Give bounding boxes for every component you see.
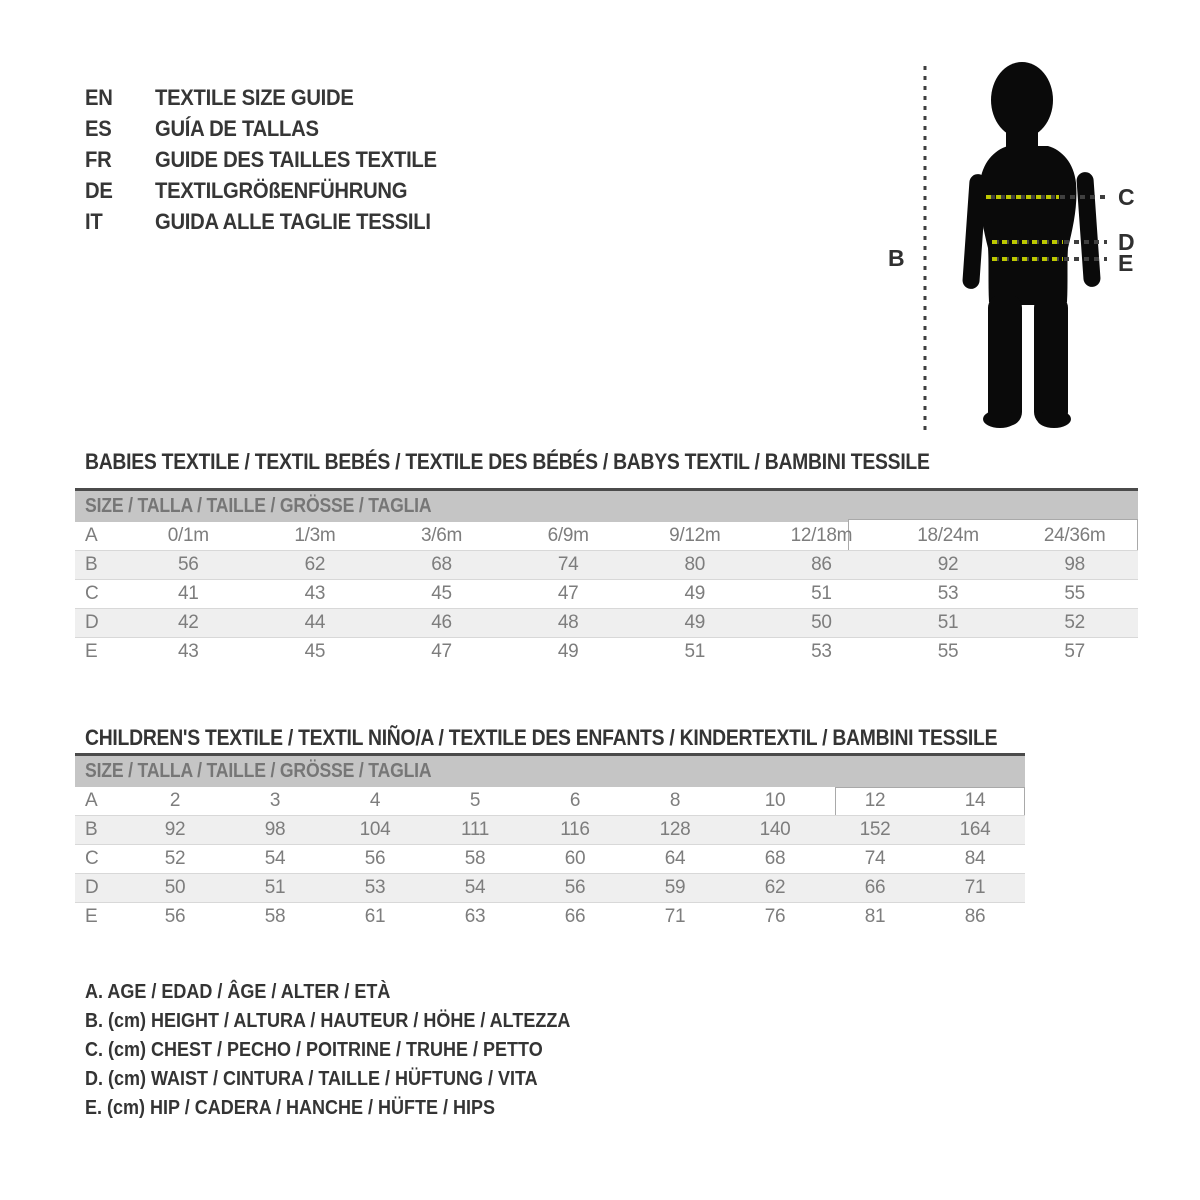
size-table-row xyxy=(75,902,1025,931)
size-table-cell: 43 xyxy=(304,583,326,604)
size-table-cell: 49 xyxy=(684,612,706,633)
size-table-cell: 74 xyxy=(557,554,579,575)
size-table-cell: 98 xyxy=(264,819,286,840)
language-code: ES xyxy=(85,115,112,141)
size-table-cell: 3 xyxy=(269,790,281,811)
size-table-row xyxy=(75,844,1025,873)
label-height-B: B xyxy=(888,245,905,271)
size-table-cell: 98 xyxy=(1064,554,1085,575)
size-table-cell: 12/18m xyxy=(790,525,853,546)
size-table-cell: 54 xyxy=(464,877,486,898)
children-size-table xyxy=(75,753,1025,931)
size-table-row xyxy=(75,522,1138,550)
language-title: GUIDA ALLE TAGLIE TESSILI xyxy=(155,208,431,234)
size-table-cell: 53 xyxy=(811,641,832,662)
size-table-cell: 9/12m xyxy=(669,525,721,546)
size-table-cell: 104 xyxy=(359,819,391,840)
size-table-cell: 76 xyxy=(764,906,786,927)
size-table-cell: 80 xyxy=(684,554,706,575)
size-table-cell: 51 xyxy=(684,641,706,662)
size-table-cell: 52 xyxy=(164,848,186,869)
row-label: D xyxy=(85,877,99,898)
size-table-cell: 46 xyxy=(431,612,452,633)
size-table-cell: 51 xyxy=(937,612,959,633)
size-table-cell: 42 xyxy=(178,612,199,633)
measurement-legend xyxy=(85,978,624,1123)
child-silhouette xyxy=(870,42,1160,442)
legend-line: D. (cm) WAIST / CINTURA / TAILLE / HÜFTUNG / VITA xyxy=(85,1068,538,1090)
size-table-cell: 0/1m xyxy=(167,525,209,546)
size-table-cell: 48 xyxy=(557,612,579,633)
label-waist-D: D xyxy=(1118,229,1135,255)
size-table-cell: 66 xyxy=(564,906,586,927)
size-table-row xyxy=(75,787,1025,815)
size-table-cell: 44 xyxy=(304,612,326,633)
size-table-cell: 58 xyxy=(464,848,486,869)
language-row xyxy=(85,175,461,206)
size-table-cell: 58 xyxy=(264,906,286,927)
size-table-cell: 71 xyxy=(964,877,986,898)
language-title: TEXTILE SIZE GUIDE xyxy=(155,84,354,110)
size-table-cell: 128 xyxy=(659,819,691,840)
size-table-row xyxy=(75,873,1025,902)
row-label: C xyxy=(85,583,99,604)
child-body-shape xyxy=(962,62,1101,428)
size-table-cell: 55 xyxy=(1064,583,1085,604)
legend-line: C. (cm) CHEST / PECHO / POITRINE / TRUHE / PETTO xyxy=(85,1039,543,1061)
size-table-cell: 4 xyxy=(369,790,381,811)
size-table-cell: 63 xyxy=(464,906,486,927)
label-hip-E: E xyxy=(1118,250,1134,276)
size-table-cell: 111 xyxy=(461,819,489,840)
row-label: A xyxy=(85,525,98,546)
size-table-cell: 18/24m xyxy=(917,525,979,546)
row-label: A xyxy=(85,790,98,811)
language-code: EN xyxy=(85,84,113,110)
size-table-cell: 81 xyxy=(864,906,886,927)
size-table-cell: 12 xyxy=(864,790,886,811)
legend-line: E. (cm) HIP / CADERA / HANCHE / HÜFTE / HIPS xyxy=(85,1097,496,1119)
babies-table-rows xyxy=(75,522,1138,666)
size-table-cell: 57 xyxy=(1064,641,1085,662)
babies-section-heading: BABIES TEXTILE / TEXTIL BEBÉS / TEXTILE DES BÉBÉS / BABYS TEXTIL / BAMBINI TESSILE xyxy=(85,449,930,474)
size-table-cell: 51 xyxy=(811,583,832,604)
size-table-cell: 86 xyxy=(811,554,832,575)
language-title: GUIDE DES TAILLES TEXTILE xyxy=(155,146,437,172)
size-table-cell: 55 xyxy=(937,641,959,662)
size-table-cell: 116 xyxy=(560,819,590,840)
size-table-row xyxy=(75,608,1138,637)
row-label: E xyxy=(85,906,98,927)
size-table-cell: 164 xyxy=(959,819,991,840)
size-table-cell: 10 xyxy=(764,790,786,811)
size-table-cell: 61 xyxy=(364,906,386,927)
legend-line: B. (cm) HEIGHT / ALTURA / HAUTEUR / HÖHE / ALTEZZA xyxy=(85,1010,571,1032)
size-table-cell: 68 xyxy=(431,554,452,575)
size-table-cell: 71 xyxy=(664,906,686,927)
row-label: C xyxy=(85,848,99,869)
row-label: B xyxy=(85,554,98,575)
size-table-cell: 64 xyxy=(664,848,686,869)
row-label: D xyxy=(85,612,99,633)
size-table-cell: 53 xyxy=(937,583,959,604)
size-table-cell: 1/3m xyxy=(294,525,336,546)
children-section-heading: CHILDREN'S TEXTILE / TEXTIL NIÑO/A / TEXTILE DES ENFANTS / KINDERTEXTIL / BAMBINI TESSILE xyxy=(85,725,998,750)
size-table-cell: 56 xyxy=(564,877,586,898)
language-row xyxy=(85,144,461,175)
size-table-cell: 47 xyxy=(557,583,579,604)
size-table-cell: 62 xyxy=(304,554,326,575)
language-row xyxy=(85,206,461,237)
size-table-cell: 56 xyxy=(164,906,186,927)
legend-line: A. AGE / EDAD / ÂGE / ALTER / ETÀ xyxy=(85,981,391,1003)
size-table-cell: 140 xyxy=(759,819,791,840)
label-chest-C: C xyxy=(1118,184,1135,210)
size-table-cell: 8 xyxy=(669,790,681,811)
size-table-row xyxy=(75,579,1138,608)
child-figure xyxy=(870,42,1160,442)
size-table-row xyxy=(75,815,1025,844)
children-table-rows xyxy=(75,787,1025,931)
size-table-row xyxy=(75,637,1138,666)
row-label: B xyxy=(85,819,98,840)
size-table-cell: 2 xyxy=(169,790,181,811)
size-table-cell: 49 xyxy=(557,641,579,662)
size-table-cell: 86 xyxy=(964,906,986,927)
size-table-cell: 45 xyxy=(304,641,326,662)
size-table-cell: 74 xyxy=(864,848,886,869)
row-label: E xyxy=(85,641,98,662)
size-table-cell: 14 xyxy=(964,790,986,811)
size-table-cell: 66 xyxy=(864,877,886,898)
size-table-cell: 41 xyxy=(178,583,199,604)
size-table-cell: 24/36m xyxy=(1043,525,1106,546)
size-table-cell: 47 xyxy=(431,641,452,662)
size-table-cell: 68 xyxy=(764,848,786,869)
size-table-cell: 60 xyxy=(564,848,586,869)
size-table-cell: 3/6m xyxy=(421,525,463,546)
language-row xyxy=(85,113,461,144)
language-title: GUÍA DE TALLAS xyxy=(155,115,319,141)
size-table-cell: 152 xyxy=(859,819,891,840)
language-list xyxy=(85,82,461,237)
size-table-cell: 59 xyxy=(664,877,686,898)
babies-size-table xyxy=(75,488,1138,666)
size-table-cell: 54 xyxy=(264,848,286,869)
language-code: DE xyxy=(85,177,113,203)
size-table-cell: 6/9m xyxy=(547,525,589,546)
language-code: IT xyxy=(85,208,103,234)
size-table-cell: 92 xyxy=(937,554,959,575)
size-table-cell: 56 xyxy=(178,554,199,575)
language-title: TEXTILGRÖßENFÜHRUNG xyxy=(155,177,408,203)
size-table-cell: 6 xyxy=(569,790,581,811)
size-table-cell: 53 xyxy=(364,877,386,898)
size-table-cell: 5 xyxy=(469,790,481,811)
size-table-cell: 51 xyxy=(264,877,286,898)
size-table-cell: 84 xyxy=(964,848,986,869)
size-table-cell: 43 xyxy=(178,641,199,662)
size-table-cell: 49 xyxy=(684,583,706,604)
language-row xyxy=(85,82,461,113)
size-table-cell: 50 xyxy=(164,877,186,898)
size-table-cell: 52 xyxy=(1064,612,1085,633)
size-table-cell: 50 xyxy=(811,612,832,633)
size-table-row xyxy=(75,550,1138,579)
size-table-cell: 56 xyxy=(364,848,386,869)
size-table-cell: 45 xyxy=(431,583,452,604)
children-table-header-bar: SIZE / TALLA / TAILLE / GRÖSSE / TAGLIA xyxy=(75,753,1025,787)
babies-table-header-bar: SIZE / TALLA / TAILLE / GRÖSSE / TAGLIA xyxy=(75,488,1138,522)
language-code: FR xyxy=(85,146,112,172)
size-table-cell: 62 xyxy=(764,877,786,898)
size-table-cell: 92 xyxy=(164,819,186,840)
